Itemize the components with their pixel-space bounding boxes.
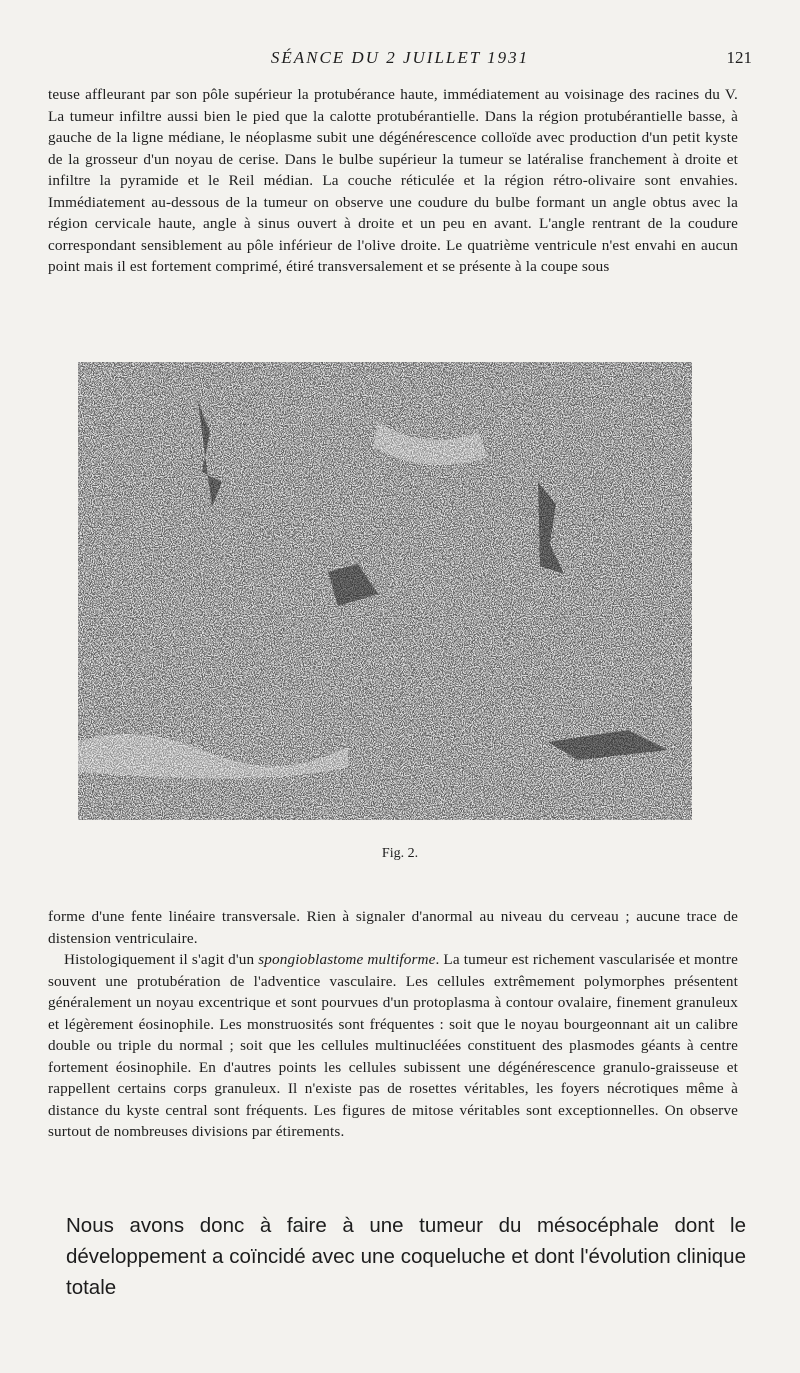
paragraph-tumor-description: teuse affleurant par son pôle supérieur la protubérance haute, immédiatement au voisinage des racines du V. La tumeur infiltre aussi bien le pied que la calotte protubérantielle. Dans la région protubérantielle basse, à gauche de la ligne médiane, le néoplasme subit une dégénérescence colloïde avec production d'un petit kyste de la grosseur d'un noyau de cerise. Dans le bulbe supérieur la tumeur se latéralise franchement à droite et infiltre la pyramide et le Reil médian. La couche réticulée et la région rétro-olivaire sont envahies. Immédiatement au-dessous de la tumeur on observe une coudure du bulbe formant un angle obtus avec la région cervicale haute, angle à sinus ouvert à droite et un peu en avant. L'angle rentrant de la coudure correspondant sensiblement au pôle inférieur de l'olive droite. Le quatrième ventricule n'est envahi en aucun point mais il est fortement comprimé, étiré transversalement et se présente à la coupe sous xyxy=(48,86,738,275)
paragraph-ventricle xyxy=(48,906,738,1143)
histology-micrograph xyxy=(78,362,692,820)
figure-caption: Fig. 2. xyxy=(381,846,419,861)
paragraph-histology-rest: . La tumeur est richement vascularisée et montre souvent une protubération de l'adventice vasculaire. Les cellules extrêmement polymorphes présentent généralement un noyau excentrique et sont pourvues d'un protoplasma à contour ovalaire, finement granuleux et légèrement éosinophile. Les monstruosités sont fréquentes : soit que le noyau bourgeonnant ait un calibre double ou triple du normal ; soit que les cellules multinucléées constituent des plasmodes géants à centre fortement éosinophile. En d'autres points les cellules subissent une dégénérescence granulo-graisseuse et rappellent certains corps granuleux. Il n'existe pas de rosettes véritables, les foyers nécrotiques même à distance du kyste central sont fréquents. Les figures de mitose véritables sont exceptionnelles. On observe surtout de nombreuses divisions par étirements. xyxy=(48,951,738,1140)
paragraph-ventricle-text: forme d'une fente linéaire transversale. Rien à signaler d'anormal au niveau du cerveau ; aucune trace de distension ventriculaire. xyxy=(48,908,738,947)
running-head-title: SÉANCE DU 2 JUILLET 1931 xyxy=(270,48,530,67)
paragraph-conclusion: Nous avons donc à faire à une tumeur du mésocéphale dont le développement a coïncidé avec une coqueluche et dont l'évolution clinique totale xyxy=(66,1214,746,1299)
page-number: 121 xyxy=(726,48,752,67)
micrograph-image xyxy=(78,362,692,820)
paragraph-histology-start: Histologiquement il s'agit d'un xyxy=(64,951,259,968)
running-head xyxy=(48,48,752,74)
paragraph-histology-emphasis: spongioblastome multiforme xyxy=(258,951,436,968)
